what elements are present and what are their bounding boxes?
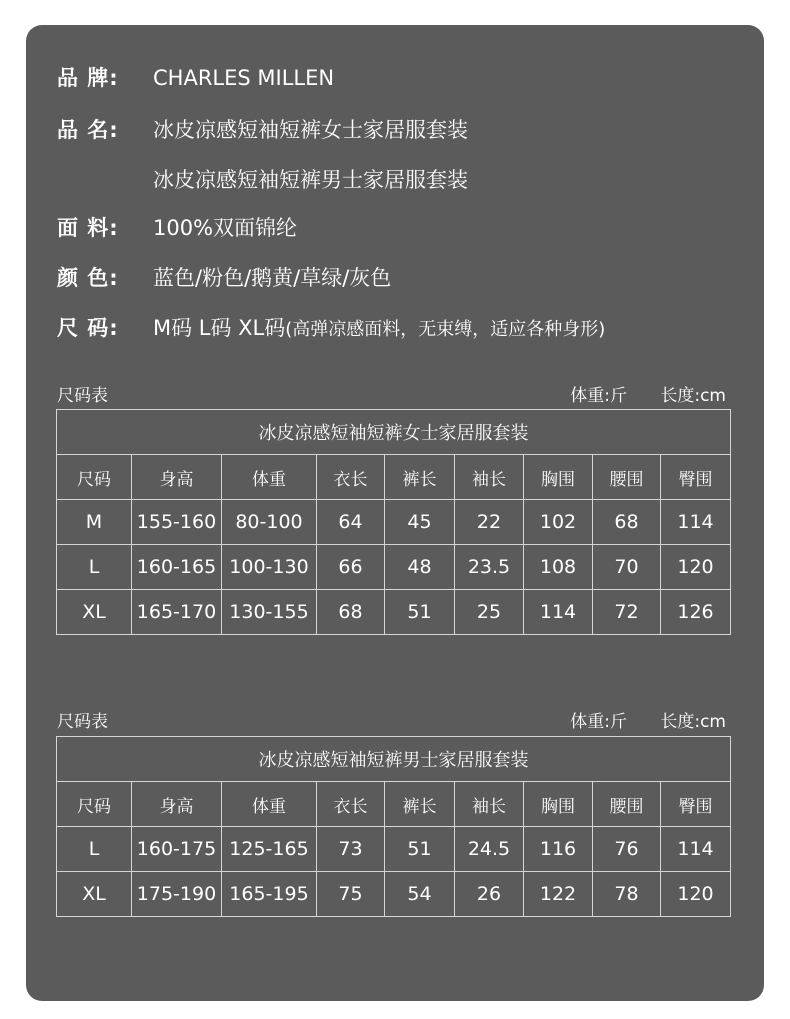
table-cell: 51 bbox=[385, 827, 455, 872]
column-header: 尺码 bbox=[57, 782, 132, 827]
table-cell: 26 bbox=[455, 872, 524, 917]
size-chart-header-women bbox=[57, 381, 729, 406]
product-name-label: 品 名: bbox=[57, 118, 119, 142]
table-cell: 160-175 bbox=[132, 827, 222, 872]
table-cell: 122 bbox=[524, 872, 593, 917]
brand-label: 品 牌: bbox=[57, 66, 119, 90]
column-header: 胸围 bbox=[524, 782, 593, 827]
column-header: 尺码 bbox=[57, 455, 132, 500]
size-table-women bbox=[56, 409, 731, 635]
column-header: 腰围 bbox=[593, 782, 661, 827]
table-cell: 68 bbox=[593, 500, 661, 545]
table-cell: 114 bbox=[661, 827, 731, 872]
table-cell: 76 bbox=[593, 827, 661, 872]
table-cell: XL bbox=[57, 590, 132, 635]
column-header: 身高 bbox=[132, 455, 222, 500]
table-cell: 114 bbox=[661, 500, 731, 545]
size-table-body-women bbox=[57, 410, 731, 635]
size-label: 尺 码: bbox=[57, 316, 119, 340]
color-row bbox=[57, 262, 391, 292]
table-cell: 75 bbox=[317, 872, 385, 917]
column-header: 裤长 bbox=[385, 455, 455, 500]
table-cell: L bbox=[57, 545, 132, 590]
size-chart-label: 尺码表 bbox=[57, 386, 108, 406]
table-cell: 25 bbox=[455, 590, 524, 635]
table-cell: 116 bbox=[524, 827, 593, 872]
size-table-men bbox=[56, 736, 731, 917]
size-note: (高弹凉感面料，无束缚，适应各种身形) bbox=[285, 319, 606, 340]
column-header: 裤长 bbox=[385, 782, 455, 827]
table-row bbox=[57, 590, 731, 635]
fabric-label: 面 料: bbox=[57, 216, 119, 240]
product-name-men: 冰皮凉感短袖短裤男士家居服套装 bbox=[153, 168, 468, 192]
table-header-row bbox=[57, 455, 731, 500]
table-cell: 45 bbox=[385, 500, 455, 545]
table-cell: 73 bbox=[317, 827, 385, 872]
product-name-women: 冰皮凉感短袖短裤女士家居服套装 bbox=[153, 118, 468, 142]
size-chart-label: 尺码表 bbox=[57, 712, 108, 732]
table-cell: 165-195 bbox=[222, 872, 317, 917]
table-row bbox=[57, 827, 731, 872]
table-row bbox=[57, 545, 731, 590]
table-cell: 155-160 bbox=[132, 500, 222, 545]
table-cell: 54 bbox=[385, 872, 455, 917]
table-cell: 22 bbox=[455, 500, 524, 545]
color-label: 颜 色: bbox=[57, 266, 119, 290]
table-header-row bbox=[57, 782, 731, 827]
table-cell: 51 bbox=[385, 590, 455, 635]
size-row bbox=[57, 312, 605, 342]
table-cell: 125-165 bbox=[222, 827, 317, 872]
column-header: 衣长 bbox=[317, 782, 385, 827]
weight-unit: 体重:斤 bbox=[570, 386, 627, 406]
column-header: 衣长 bbox=[317, 455, 385, 500]
table-cell: 64 bbox=[317, 500, 385, 545]
table-cell: 66 bbox=[317, 545, 385, 590]
column-header: 体重 bbox=[222, 782, 317, 827]
weight-unit: 体重:斤 bbox=[570, 712, 627, 732]
table-title: 冰皮凉感短袖短裤女士家居服套装 bbox=[57, 410, 731, 455]
size-table-body-men bbox=[57, 737, 731, 917]
table-cell: M bbox=[57, 500, 132, 545]
column-header: 臀围 bbox=[661, 455, 731, 500]
product-name-row bbox=[57, 114, 468, 144]
column-header: 体重 bbox=[222, 455, 317, 500]
table-cell: 120 bbox=[661, 545, 731, 590]
fabric-value: 100%双面锦纶 bbox=[153, 216, 298, 240]
table-cell: 160-165 bbox=[132, 545, 222, 590]
table-cell: 126 bbox=[661, 590, 731, 635]
table-cell: 78 bbox=[593, 872, 661, 917]
table-cell: 130-155 bbox=[222, 590, 317, 635]
table-cell: 108 bbox=[524, 545, 593, 590]
table-cell: 175-190 bbox=[132, 872, 222, 917]
table-cell: XL bbox=[57, 872, 132, 917]
column-header: 袖长 bbox=[455, 455, 524, 500]
table-title-row bbox=[57, 737, 731, 782]
color-value: 蓝色/粉色/鹅黄/草绿/灰色 bbox=[153, 266, 392, 290]
table-cell: 165-170 bbox=[132, 590, 222, 635]
table-cell: 100-130 bbox=[222, 545, 317, 590]
fabric-row bbox=[57, 212, 297, 242]
length-unit: 长度:cm bbox=[660, 712, 726, 732]
table-cell: L bbox=[57, 827, 132, 872]
table-cell: 70 bbox=[593, 545, 661, 590]
length-unit: 长度:cm bbox=[660, 386, 726, 406]
column-header: 臀围 bbox=[661, 782, 731, 827]
table-cell: 23.5 bbox=[455, 545, 524, 590]
table-cell: 120 bbox=[661, 872, 731, 917]
table-cell: 102 bbox=[524, 500, 593, 545]
table-row bbox=[57, 872, 731, 917]
column-header: 腰围 bbox=[593, 455, 661, 500]
column-header: 胸围 bbox=[524, 455, 593, 500]
brand-row bbox=[57, 62, 334, 92]
brand-value: CHARLES MILLEN bbox=[153, 66, 335, 90]
column-header: 袖长 bbox=[455, 782, 524, 827]
table-cell: 24.5 bbox=[455, 827, 524, 872]
product-name-row-2 bbox=[57, 164, 468, 194]
table-cell: 114 bbox=[524, 590, 593, 635]
size-value: M码 L码 XL码 bbox=[153, 316, 286, 340]
table-title: 冰皮凉感短袖短裤男士家居服套装 bbox=[57, 737, 731, 782]
size-chart-header-men bbox=[57, 707, 729, 732]
table-cell: 68 bbox=[317, 590, 385, 635]
table-cell: 72 bbox=[593, 590, 661, 635]
table-cell: 80-100 bbox=[222, 500, 317, 545]
column-header: 身高 bbox=[132, 782, 222, 827]
table-cell: 48 bbox=[385, 545, 455, 590]
table-title-row bbox=[57, 410, 731, 455]
table-row bbox=[57, 500, 731, 545]
